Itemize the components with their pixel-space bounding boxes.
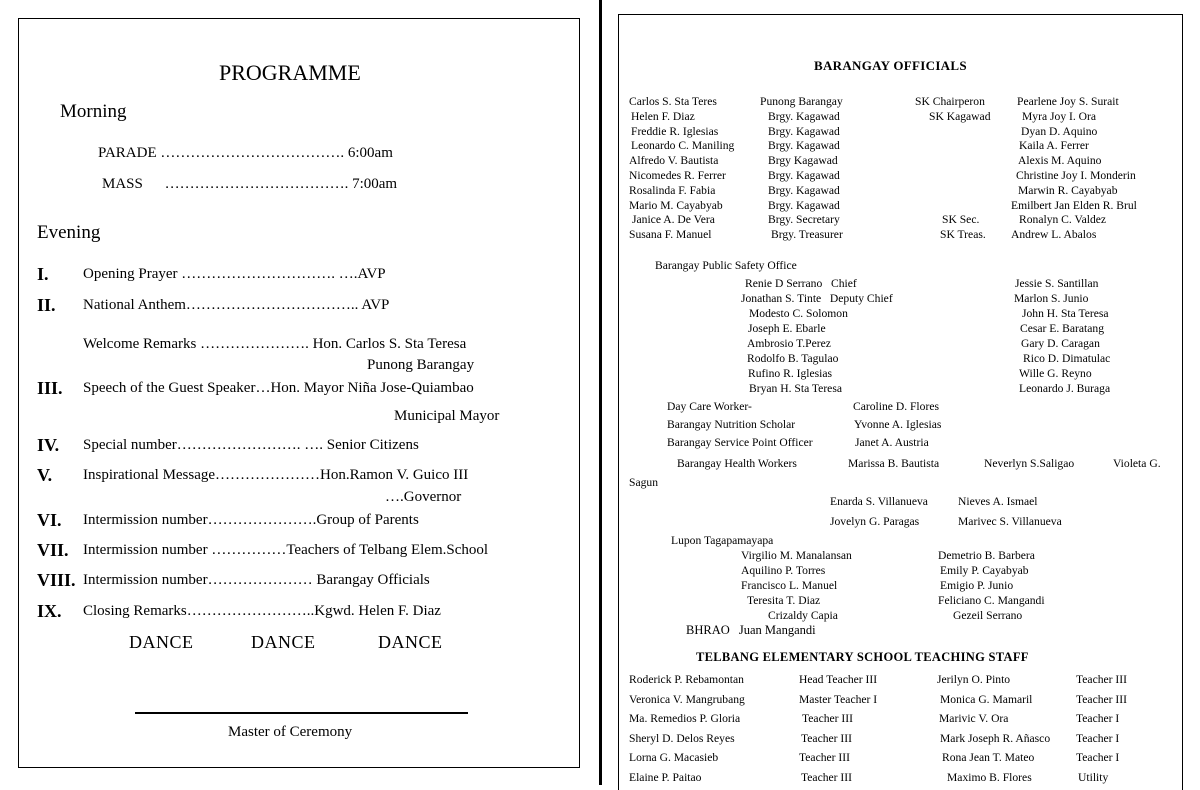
morning-item-time: 7:00am [352,176,398,192]
item-number: VII. [37,540,69,560]
service-label: Barangay Service Point Officer [667,436,813,449]
teacher-name: Elaine P. Paitao [629,771,702,784]
bhrao-label: BHRAO [686,623,730,637]
bpso-heading: Barangay Public Safety Office [655,259,797,272]
morning-item-label: MASS [102,176,143,192]
service-label: Day Care Worker- [667,400,752,413]
service-label: Barangay Nutrition Scholar [667,418,796,431]
lupon-member: Emigio P. Junio [940,579,1014,592]
teaching-heading: TELBANG ELEMENTARY SCHOOL TEACHING STAFF [696,650,1029,664]
health-worker-name: Nieves A. Ismael [958,495,1038,508]
bpso-member: Jessie S. Santillan [1015,277,1099,290]
official-position: Brgy. Secretary [768,213,840,227]
lupon-member: Gezeil Serrano [953,609,1023,622]
dance-label: DANCE [378,632,443,652]
sk-name: Alexis M. Aquino [1018,154,1102,168]
official-position: Brgy Kagawad [768,154,838,168]
official-name: Helen F. Diaz [631,109,695,123]
official-name: Freddie R. Iglesias [631,124,719,138]
lupon-member: Aquilino P. Torres [741,564,826,577]
morning-item-parade [98,145,393,162]
lupon-member: Teresita T. Diaz [747,594,821,607]
official-position: Brgy. Kagawad [768,198,840,212]
item-number: III. [37,378,63,398]
evening-item-text: Inspirational Message…………………Hon.Ramon V. Guico III [83,467,469,483]
bpso-member: Modesto C. Solomon [749,307,848,320]
sk-position: SK Kagawad [929,109,991,123]
morning-heading: Morning [60,101,127,122]
item-number: VI. [37,510,62,530]
sk-name: Christine Joy I. Monderin [1016,169,1136,182]
evening-item-sub: ….Governor [385,489,462,505]
official-name: Leonardo C. Maniling [631,139,735,153]
lupon-member: Francisco L. Manuel [741,579,838,592]
health-worker-name: Neverlyn S.Saligao [984,457,1075,470]
officials-heading: BARANGAY OFFICIALS [814,58,967,73]
teacher-position: Teacher III [1076,673,1127,686]
bhrao-name: Juan Mangandi [738,623,816,637]
teacher-position: Master Teacher I [799,692,878,706]
sk-name: Pearlene Joy S. Surait [1017,95,1119,108]
morning-item-label: PARADE [98,145,157,161]
lupon-member: Virgilio M. Manalansan [741,549,852,562]
bpso-member: Rufino R. Iglesias [748,367,833,380]
teacher-position: Head Teacher III [799,673,878,686]
evening-item-sub: Punong Barangay [367,357,475,373]
signature-line [135,712,468,714]
teacher-position: Teacher I [1076,712,1120,726]
evening-heading: Evening [37,222,101,243]
evening-item-text: Closing Remarks……………………..Kgwd. Helen F. Diaz [83,603,441,619]
official-position: Brgy. Kagawad [768,169,840,182]
lupon-heading: Lupon Tagapamayapa [671,534,774,547]
teacher-name: Roderick P. Rebamontan [629,673,744,686]
programme-title: PROGRAMME [219,60,361,85]
bpso-member: Renie D Serrano Chief [745,277,857,290]
bpso-member: Leonardo J. Buraga [1019,382,1111,395]
sk-name: Myra Joy I. Ora [1022,109,1097,123]
health-worker-name: Enarda S. Villanueva [830,495,928,508]
evening-item-text: Opening Prayer …………………………. ….AVP [83,266,386,282]
lupon-member: Crizaldy Capia [768,609,838,622]
teacher-name: Veronica V. Mangrubang [629,692,745,706]
teacher-position: Teacher III [799,751,850,765]
bpso-member: Joseph E. Ebarle [748,322,826,335]
health-worker-name: Marivec S. Villanueva [958,515,1062,528]
official-position: Brgy. Treasurer [771,228,843,242]
official-position: Brgy. Kagawad [768,139,840,153]
item-number: IV. [37,435,60,455]
bhrao-line [686,623,816,638]
bpso-member: Gary D. Caragan [1021,337,1100,350]
lupon-member: Feliciano C. Mangandi [938,594,1045,607]
page-divider [599,0,602,785]
health-worker-name: Marissa B. Bautista [848,457,940,470]
official-position: Brgy. Kagawad [768,183,840,197]
sk-position: SK Sec. [942,213,980,227]
item-number: V. [37,465,53,485]
teacher-name: Mark Joseph R. Añasco [940,731,1051,745]
service-name: Yvonne A. Iglesias [854,418,942,431]
health-worker-name: Jovelyn G. Paragas [830,515,920,528]
service-name: Janet A. Austria [855,436,929,449]
teacher-position: Teacher III [801,731,852,745]
sk-name: Ronalyn C. Valdez [1019,213,1107,227]
teacher-position: Teacher III [1076,692,1127,706]
teacher-position: Teacher I [1076,731,1120,745]
health-worker-name: Violeta G. [1113,457,1161,470]
lupon-member: Emily P. Cayabyab [940,564,1029,577]
sk-name: Marwin R. Cayabyab [1018,183,1118,197]
bpso-member: Wille G. Reyno [1019,367,1092,380]
evening-item-text: Special number……………………. …. Senior Citizens [83,437,419,453]
item-number: IX. [37,601,62,621]
official-position: Brgy. Kagawad [768,109,840,123]
official-name: Alfredo V. Bautista [629,154,719,168]
bpso-member: Cesar E. Baratang [1020,322,1105,335]
bpso-member: Rodolfo B. Tagulao [747,352,839,365]
official-name: Janice A. De Vera [632,213,715,227]
teacher-position: Utility [1078,771,1109,784]
sk-position: SK Treas. [940,228,986,242]
evening-item-text: Speech of the Guest Speaker…Hon. Mayor Niña Jose-Quiambao [83,380,474,396]
teacher-position: Teacher III [802,712,853,726]
evening-item-text: Intermission number………………… Barangay Officials [83,572,430,588]
sk-name: Emilbert Jan Elden R. Brul [1011,198,1137,212]
bpso-member: John H. Sta Teresa [1022,307,1109,320]
teacher-name: Marivic V. Ora [939,712,1009,726]
official-name: Susana F. Manuel [629,228,712,242]
evening-item-text: National Anthem…………………………….. AVP [83,297,390,313]
morning-item-time: 6:00am [347,145,393,161]
bpso-member: Bryan H. Sta Teresa [749,382,842,395]
evening-item-text: Intermission number ……………Teachers of Telbang Elem.School [83,542,489,558]
item-number: VIII. [37,570,76,590]
master-of-ceremony: Master of Ceremony [228,724,353,740]
item-number: II. [37,295,56,315]
official-name: Mario M. Cayabyab [629,198,723,212]
teacher-name: Jerilyn O. Pinto [937,673,1011,686]
bpso-member: Marlon S. Junio [1014,292,1089,305]
bpso-member: Ambrosio T.Perez [747,337,831,350]
evening-item-text: Intermission number………………….Group of Parents [83,512,419,528]
teacher-name: Lorna G. Macasieb [629,751,719,765]
morning-item-mass [102,176,397,193]
health-workers-label: Barangay Health Workers [677,457,797,470]
teacher-name: Ma. Remedios P. Gloria [629,712,741,726]
official-name: Carlos S. Sta Teres [629,95,717,108]
health-worker-name: Sagun [629,476,658,489]
teacher-name: Monica G. Mamaril [940,692,1033,706]
dance-label: DANCE [129,632,194,652]
teacher-name: Maximo B. Flores [947,771,1032,784]
teacher-position: Teacher I [1076,751,1120,765]
bpso-member: Rico D. Dimatulac [1023,352,1111,365]
teacher-position: Teacher III [801,771,852,784]
sk-name: Kaila A. Ferrer [1019,139,1089,153]
sk-position: SK Chairperon [915,95,985,108]
lupon-member: Demetrio B. Barbera [938,549,1035,562]
bpso-member: Jonathan S. Tinte Deputy Chief [741,292,893,305]
official-name: Nicomedes R. Ferrer [629,169,726,182]
dance-label: DANCE [251,632,316,652]
morning-item-dots: ………………………………. [160,145,345,161]
teacher-name: Sheryl D. Delos Reyes [629,731,735,745]
item-number: I. [37,264,49,284]
official-position: Punong Barangay [760,95,843,108]
morning-item-dots: ………………………………. [164,176,349,192]
evening-item-sub: Municipal Mayor [394,408,500,424]
official-name: Rosalinda F. Fabia [629,183,716,197]
service-name: Caroline D. Flores [853,400,939,413]
official-position: Brgy. Kagawad [768,124,840,138]
sk-name: Dyan D. Aquino [1021,124,1098,138]
sk-name: Andrew L. Abalos [1011,228,1097,242]
teacher-name: Rona Jean T. Mateo [942,751,1035,765]
evening-item-text: Welcome Remarks …………………. Hon. Carlos S. Sta Teresa [83,336,467,352]
